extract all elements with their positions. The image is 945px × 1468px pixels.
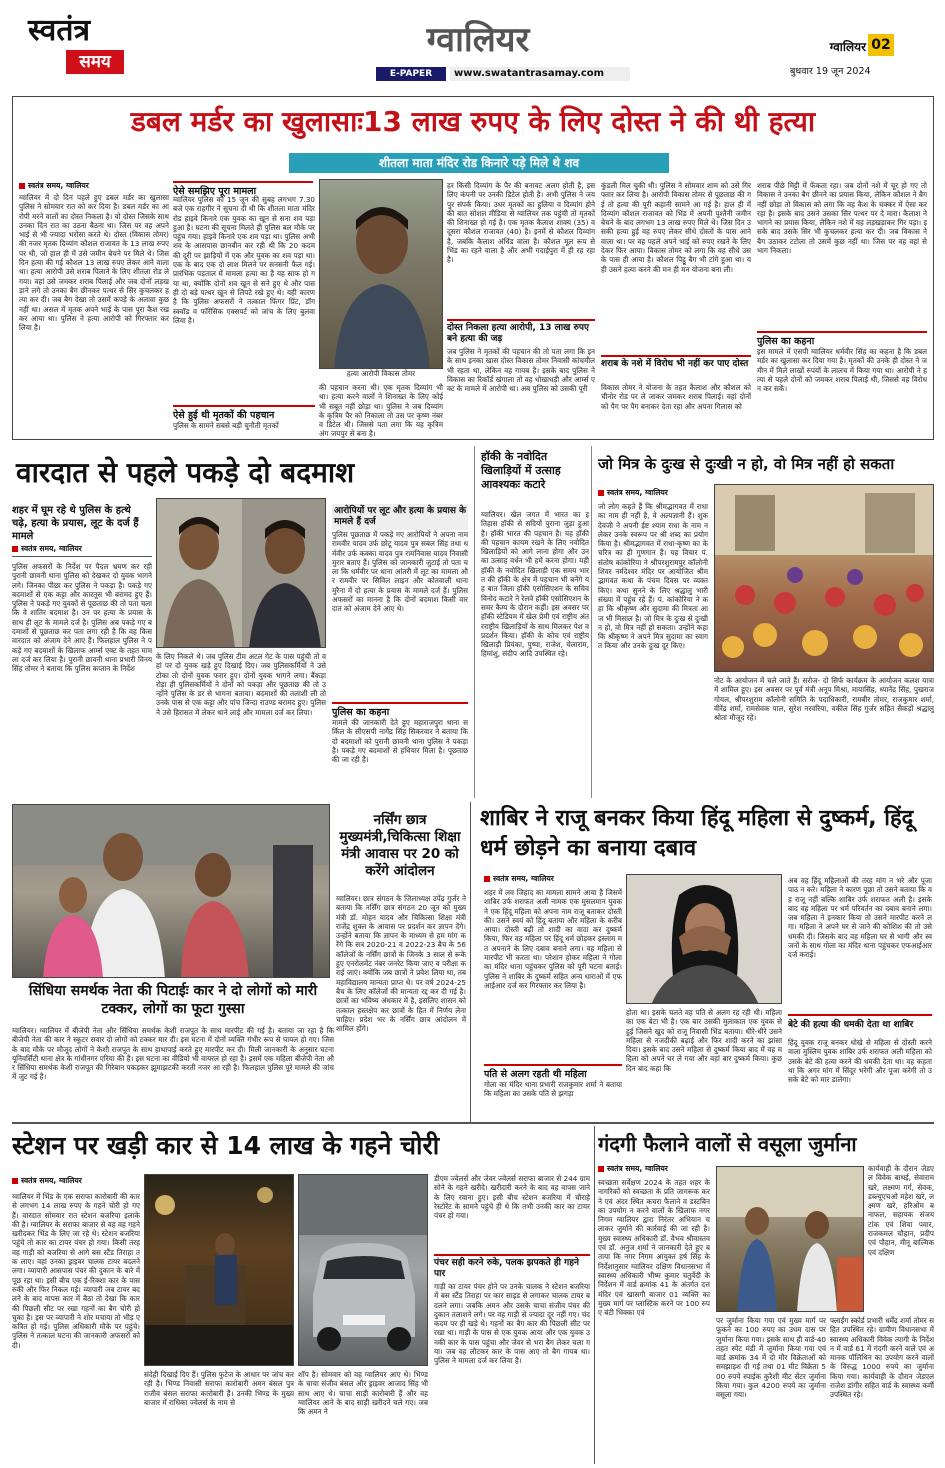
logo-bottom-text: समय	[66, 50, 124, 74]
story4-caption-right: नोट के आयोजन में चले जाते हैं। सरोज- दो सिर्फ कार्यक्रम के आयोजन कलश यात्रा में शामिल हुए। इस अवसर पर पूर्व मंत्री अनूप मिश्रा, मायासिंह, ध्यानेंद्र सिंह, पुखराज गोयल, श्रीपरशुराम कॉलोनी समिति के पदाधिकारी, रामबीर तोमर, राजकुमार शर्मा, वीरेंद्र शर्मा, रामसेवक पाल, सुरेश नरवरिया, वकील सिंह गुर्जर सहित सैकड़ों श्रद्धालु श्रोता मौजूद रहे।	[714, 676, 934, 723]
story1-col5: कुंडली मिल चुकी थी। पुलिस ने सोमवार शाम को उसे गिरफ्तार कर लिया है। आरोपी विकास तोमर से पूछताछ की गई तो हत्या की पूरी कहानी सामने आ गई है। हाल ही में दिव्यांग कौशल राजावत को भिंड में अपनी पुश्तैनी जमीन बेचने के बाद लगभग 13 लाख रुपए मिले थे। जिस दिन उसकी हत्या हुई वह रुपए लेकर सीधे दोस्तों के पास आने वाला था। पर वह पहले अपने भाई को रुपए रखने के लिए देकर फिर आया। विकास तोमर को लगा कि वह सीधे उसके पास ही आया है। कौशल पिट्ठू बैग भी टांगे हुआ था। यही उसने हत्या करने की मन ही मन योजना बना ली।	[601, 181, 751, 274]
story7-headline: शाबिर ने राजू बनकर किया हिंदू महिला से दुष्कर्म, हिंदू धर्म छोड़ने का बनाया दबाव	[480, 806, 914, 861]
suspects-photo	[156, 498, 326, 648]
story8-col2: संदेही दिखाई दिए हैं। पुलिस फुटेज के आधार पर जांच कर रही है। भिण्ड निवासी सराफा कारोबारी अमन बंसल पुत्र राजीव बंसल सराफा कारोबारी हैं। उनकी भिण्ड के मुख्य बाजार में राधिका ज्वेलर्स के नाम से	[144, 1370, 294, 1407]
story6-text: ग्वालियर। ग्वालियर में बीजेपी नेता और सिंधिया समर्थक केशी राजपूत के साथ मारपीट की गई है। बताया जा रहा है कि बीजेपी नेता की कार ने स्कूटर सवार दो लोगों को टक्कर मार दी। इस घटना में दोनों व्यक्ति गंभीर रूप से घायल हो गए। जिसके बाद मौके पर मौजूद लोगों ने केशी राजपूत के साथ हाथापाई करते हुए मारपीट कर दी। मिली जानकारी के अनुसार घटना यूनिवर्सिटी थाना क्षेत्र के गांधीनगर एरिया की है। इस घटना का वीडियो भी वायरल हो रहा है। इसमें एक महिला बीजेपी नेता और सिंधिया समर्थक केशी राजपूत की गिरेबान पकड़कर झूमाझटकी करती नजर आ रही है। फिलहाल पुलिस पूरे मामले की जांच में जुट गई है।	[12, 1026, 334, 1082]
logo[interactable]	[28, 14, 128, 80]
story7-sub1: पति से अलग रहती थी महिला	[484, 1064, 622, 1080]
man-portrait-icon	[320, 180, 443, 369]
story8-headline: स्टेशन पर खड़ी कार से 14 लाख के गहने चोरी	[12, 1131, 440, 1160]
story1-byline: स्वतंत्र समय, ग्वालियर	[19, 181, 89, 191]
story8-col3: शॉप है। सोमवार को वह ग्वालियर आए थे। भिण्ड के चाचा संजीव बंसल और ड्राइवर आजाद सिंह भी साथ आए थे। चाचा साड़ी कारोबारी हैं और वह ग्वालियर आने के बाद साड़ी खरीदने चले गए। जबकि अमन ने	[298, 1370, 428, 1417]
page-number: 02	[868, 34, 894, 56]
story1-col4b: जब पुलिस ने मृतकों की पहचान की तो पता लगा कि इनके साथ इनका खास दोस्त विकास तोमर निवासी कांचमील भी रहता था, लेकिन वह गायब है। इसके बाद पुलिस ने विकास का रिकॉर्ड खंगाला तो वह धोखाधड़ी और आर्म्स एक्ट के मामले में आरोपी था। अब पुलिस को उसकी पूरी	[447, 347, 595, 394]
masthead	[0, 0, 945, 92]
edition-title: ग्वालियर	[426, 20, 530, 60]
story2-col3b: मामले की जानकारी देते हुए महाराजपुरा थाना सर्किल के सीएसपी नागेंद्र सिंह सिकरवार ने बताया कि दो बदमाशों को पुरानी छावनी थाना पुलिस ने पकड़ा है। पकड़े गए बदमाशों से हथियार मिला है। पूछताछ की जा रही है।	[332, 718, 468, 765]
story-jewellery-theft	[12, 1126, 590, 1464]
story9-byline: स्वतंत्र समय, ग्वालियर	[598, 1164, 668, 1174]
story-shabir	[476, 802, 934, 1124]
story8-sub1: पंचर सही करने रुके, पलक झपकते ही गहने पार	[434, 1254, 590, 1280]
story7-col1b: गोला का मंदिर थाना प्रभारी राजकुमार शर्मा ने बताया कि महिला का उसके पति से झगड़ा	[484, 1080, 622, 1099]
story7-sub2: बेटे की हत्या की धमकी देता था शाबिर	[788, 1014, 932, 1030]
bhagwat-katha-photo	[714, 484, 934, 672]
fine-drive-photo	[716, 1166, 864, 1312]
story7-byline: स्वतंत्र समय, ग्वालियर	[484, 874, 554, 884]
story7-col1: शहर में लव जिहाद का मामला सामने आया है जिसमें शाबिर उर्फ शराफत अली नामक एक मुसलमान युवक ने एक हिंदू महिला को अपना नाम राजू बताकर दोस्ती की। उसने स्वयं को हिंदू बताया और महिला के करीब आया। दोस्ती बढ़ी तो शादी का वादा कर दुष्कर्म किया, फिर वह महिला पर हिंदू धर्म छोड़कर इस्लाम मत अपनाने के लिए दबाव बनाने लगा। वह महिला से मारपीट भी करता था। परेशान होकर महिला ने गोला का मंदिर थाना पहुंचकर पुलिस को पूरी घटना बताई। पुलिस ने शाबिर के दुष्कर्म सहित अन्य धाराओं में एफआईआर दर्ज कर गिरफ्तार कर लिया है।	[484, 888, 622, 990]
story-hockey	[474, 446, 592, 798]
story1-headline: डबल मर्डर का खुलासाः13 लाख रुपए के लिए दोस्त ने की थी हत्या	[130, 105, 816, 138]
scuffle-photo	[12, 804, 330, 978]
story1-sub5: पुलिस का कहना	[757, 331, 927, 347]
story2-col2: के लिए निकले थे। जब पुलिस टीम अटल गेट के पास पहुंची तो वहां पर दो युवक खड़े हुए दिखाई दिए। जब पुलिसकर्मियों ने उसे टोका तो दोनों युवक फरार हुए। दोनों युवक भागने लगा। बैंकड़ा रोड़ा ही पुलिसकर्मियों ने दोनों को पकड़ा और पूछताछ की तो उन्होंने पुलिस के डर से भागना बताया। बदमाशों की तलाशी ली तो उनके पास से एक कट्टा और पांच जिन्दा राउण्ड बरामद हुए। पुलिस ने उसे हिरासत में लेकर थाने लाई और मामला दर्ज कर लिया।	[156, 652, 326, 717]
story1-strap: शीतला माता मंदिर रोड किनारे पड़े मिले थे शव	[289, 153, 669, 173]
story7-col3b: हिंदू युवक राजू बनकर धोखे से महिला से दोस्ती करने वाला मुस्लिम युवक शाबिर उर्फ शराफत अली महिला को उसके बेटे की हत्या करने की धमकी देता था। वह कहता था कि अगर मांग में सिंदूर भरेगी और पूजा करेगी तो उसके बेटे को मार डालेगा।	[788, 1038, 932, 1085]
story2-sub2: पुलिस का कहना	[332, 702, 468, 718]
story9-col4: कार्यवाही के दौरान जेडएल विवेक बाथई, सेवाराम खरे, लक्ष्मण गर्ग, सेवक, डब्ल्यूएचओ महेश खरे, लक्ष्मण खरे, हरिओम बनाफल, सहायक संजय टांक एवं शिवा पवार, राजकमल चौहान, प्रदीप एवं पौहान, मीनू बाल्मिक एवं दक्षिण	[868, 1164, 934, 1257]
story9-col3: फ्लाईंग स्कोर्ड प्रभारी धर्मेंद्र शर्मा तोमर सहित उपस्थित रहे। ग्रामीण विधानसभा में स्वास्थ्य अधिकारी विवेक त्यागी के निर्देशन में वार्ड 61 में गंदगी करने वाले एवं अमानक पॉलिथिन का उपयोग करने वालों के विरुद्ध 1000 रुपये का जुर्माना किया गया। कार्यवाही के दौरान जेडएल राजेश डांगीर सहित वार्ड के स्वास्थ्य कर्मी उपस्थित रहे।	[830, 1316, 934, 1400]
story7-col2: होता था। इसके चलते वह पति से अलग रह रही थी। महिला का एक बेटा भी है। एक बार उसकी मुलाकात एक युवक से हुई जिसने खुद को राजू निवासी भिंड बताया। धीरे-धीरे उसने महिला से नजदीकी बढ़ाई और फिर शादी करने का झांसा दिया। इसके बाद उसने महिला से दुष्कर्म किया बाद में वह महिला को अपने घर ले गया और वहां बार दुष्कर्म किया। कुछ दिन बाद कहा कि	[626, 1008, 782, 1073]
story8-col1: ग्वालियर में भिंड के एक सराफा कारोबारी की कार से लगभग 14 लाख रुपए के गहने चोरी हो गए हैं। वारदात सोमवार रात स्टेशन बजरिया इलाके की है। ग्वालियर के सराफा बाजार से वह वह गहने खरीदकर भिंड के लिए जा रहे थे। स्टेशन बजरिया पहुंचे तो कार का टायर पंचर हो गया। किसी तरह वह गाड़ी को बजरिया से आगे बस स्टैंड तिराहा तक लाए। वहां उनका ड्राइवर चालक टायर बदलने लगा। व्यापारी आसपास पंचर की दुकान के बारे में पूछ रहा था। इसी बीच एक ई-रिक्शा कार के पास रुकी और फिर निकल गई। व्यापारी जब टायर बदलने के बाद वापस कार में बैठा तो देखा कि कार की पिछली सीट पर रखा गहनों का बैग चोरी हो चुका है। इस पर व्यापारी ने शोर मचाया तो भीड़ एकत्रित हो गई। पुलिस अधिकारी मौके पर पहुंचे। पुलिस ने तत्काल घटना की जानकारी अफसरों को दी।	[12, 1192, 140, 1350]
story1-sub2: ऐसे हुई थी मृतकों की पहचान	[173, 405, 315, 421]
story9-headline: गंदगी फैलाने वालों से वसूला जुर्माना	[598, 1132, 857, 1156]
car-photo	[298, 1174, 428, 1366]
story8-col4b: गाड़ी का टायर पंचर होने पर उनके चालक ने स्टेशन बजरिया में बस स्टैंड तिराहा पर कार साइड से लगाकर चालक टायर बदलने लगा। जबकि अमन और उसके चाचा संजीव पंचर की दुकान तलाशने लगे। पर वह गाड़ी से ज्यादा दूर नहीं गए। चंद कदम पर ही खड़े थे। गहनों का बैग कार की पिछली सीट पर रखा था। गाड़ी के पास से एक युवक आया और एक युवक उनकी कार के पास पहुंचा और जेवर से भरा बैग लेकर चला गया। जब वह लौटकर कार के पास आए तो बैग गायब था। पुलिस ने मामला दर्ज कर लिया है।	[434, 1282, 590, 1366]
story-fines	[598, 1126, 934, 1464]
story2-sub1: आरोपियों पर लूट और हत्या के प्रयास के मामले हैं दर्ज	[332, 504, 468, 530]
story5-headline: नर्सिंग छात्र मुख्यमंत्री,चिकित्सा शिक्षा मंत्री आवास पर 20 को करेंगे आंदोलन	[339, 812, 461, 879]
suspects-portrait-icon	[157, 499, 326, 648]
story3-text: ग्वालियर। खेल जगत में भारत का इतिहास हॉकी से सदियों पुराना जुड़ा हुआ है। हॉकी भारत की पहचान है। यह हॉकी की पहचान कायम रखने के लिए नवोदित खिलाड़ियों को आगे लाना होगा और उनका उत्साह वर्धन भी हमें करना होगा। यही हॉकी के नवोदित खिलाड़ी एक समय भारत की हॉकी के क्षेत्र में पहचान भी बनेंगे यह बात जिला हॉकी एसोसिएशन के सचिव विनोद कटारे ने रेलवे हॉकी एसोसिएशन के समर कैम्प के दौरान कहीं। इस अवसर पर हॉकी स्टेडियम में खेल प्रेमी एवं राष्ट्रीय अंतरराष्ट्रीय खिलाड़ियों के साथ मिलकर पेश व प्रदर्शन किया। हॉकी के कोच एवं राष्ट्रीय खिलाड़ी प्रियंका, पुष्पा, राजेश, चेलाराम, हिमांशु, संदीप आदि उपस्थित रहे।	[481, 510, 589, 659]
story1-sub4: शराब के नशे में विरोध भी नहीं कर पाए दोस्त	[601, 355, 751, 370]
story2-byline: स्वतंत्र समय, ग्वालियर	[12, 544, 82, 554]
story1-col1: ग्वालियर में दो दिन पहले हुए डबल मर्डर का खुलासा पुलिस ने सोमवार रात को कर दिया है। डबल मर्डर का आरोपी मरने वालों का दोस्त निकला है। वो दोस्त जिसके साथ उनका दिन रात का उठना बैठना था। जिस पर वह अपने भाई से भी ज्यादा भरोसा करते थे। दोस्त (विकास तोमर) की नजर मृतक दिव्यांग कौशल राजावत के 13 लाख रुपए पर थी, जो हाल ही में उसे जमीन बेचने पर मिले थे। जिस दिन हत्या की गई कौशल 13 लाख रुपए लेकर आने वाला था। हत्या आरोपी उसे शराब पिलाने के लिए शीतला रोड ले गया। वहां उसे जमकर शराब पिलाई और जब दोनों लड़खड़ाने लगे तो उनका बैग छीनकर पत्थर से सिर कुचलकर हत्या कर दी। जब बैग देखा तो उसमें कपड़े के अलावा कुछ नहीं था। असल में मृतक अपने भाई के पास पूरा कैश रखकर आया था। पुलिस ने हत्या आरोपी को गिरफ्तार कर लिया है।	[19, 193, 169, 333]
story8-col4: डीएम ज्वेलर्स और जेवर ज्वेलर्स सराफा बाजार से 244 ग्राम सोने के गहने खरीदे। खरीदारी करने के बाद वह वापस जाने के लिए रवाना हुए। इसी बीच स्टेशन बजरिया में चौराहे रेस्टोरेंट के सामने पहुंचे ही थे कि तभी उनकी कार का टायर पंचर हो गया।	[434, 1174, 590, 1221]
story2-col3: पुलिस पूछताछ में पकड़े गए आरोपियों ने अपना नाम रामवीर यादव उर्फ छोटू यादव पुत्र सबल सिंह तथा धर्मवीर उर्फ कक्का यादव पुत्र रामनिवास यादव निवासी मुरार बताए हैं। पुलिस को जानकारी जुटाई तो पता चला कि धर्मवीर पर थाना आंतरी में लूट का मामला और रामवीर पर सिविल लाइन और कोतवाली थाना मुरैना में दो हत्या के प्रयास के मामले दर्ज हैं। पुलिस अफसरों का मानना है कि दोनों बदमाश किसी वारदात को अंजाम देने आए थे।	[332, 530, 468, 614]
story4-byline: स्वतंत्र समय, ग्वालियर	[598, 488, 668, 498]
story-two-criminals	[12, 446, 470, 798]
story2-headline: वारदात से पहले पकड़े दो बदमाश	[16, 456, 355, 489]
story2-col1: पुलिस अफसरों के निर्देश पर पैदल भ्रमण कर रही पुरानी छावनी थाना पुलिस को देखकर दो युवक भागने लगे। जिनका पीछा कर पुलिस ने पकड़ा है। पकड़े गए बदमाशों से एक कट्टा और कारतूस भी बरामद हुए हैं। पुलिस ने पकड़े गए युवकों से पूछताछ की तो पता चला कि वे शातिर बदमाश है। उन पर हत्या के प्रयास के साथ ही लूट के मामले दर्ज है। पुलिस अब पकड़े गए बदमाशों से पूछताछ कर पता लगा रही है कि वह किस वारदात को अंजाम देने आए हैं। फिलहाल पुलिस ने पकड़े गए बदमाशों के खिलाफ आर्म्स एक्ट के तहत मामला दर्ज कर लिया है। पुरानी छावनी थाना प्रभारी विनय सिंह तोमर ने बताया कि पुलिस कप्तान के निर्देश	[12, 562, 152, 674]
scuffle-scene-icon	[13, 805, 330, 978]
story9-col2: पर जुर्माना किया गया एवं मुख्य मार्ग पर फूकने का 100 रुपए का उधम दास पर जुर्माना किया गया। इसके साथ ही वार्ड-40 तहत स्पेट मंडी में जुर्माना किया गया एवं वार्ड क्रमांक 34 में दो मौर विक्रेताओं को समझाइश दी गई तथा 01 मीट विक्रेता 500 रुपये स्पाईक कुरैशी मीट सेंटर जुर्माना किया गया। कुल 4200 रुपये का जुर्माना वसूला गया।	[716, 1316, 826, 1400]
cctv-photo	[144, 1174, 294, 1366]
story8-byline: स्वतंत्र समय, ग्वालियर	[12, 1176, 82, 1186]
story2-deck: शहर में घूम रहे थे पुलिस के हत्थे चढ़े, हत्या के प्रयास, लूट के दर्ज हैं मामले	[12, 505, 139, 542]
story-friendship	[596, 446, 934, 798]
story1-col2b: पुलिस के सामने सबसे बड़ी चुनौती मृतकों	[173, 421, 279, 430]
website-link[interactable]: www.swatantrasamay.com	[450, 67, 630, 81]
story-double-murder	[12, 96, 934, 440]
story1-sub3: दोस्त निकला हत्या आरोपी, 13 लाख रुपए बने हत्या की जड़	[447, 319, 595, 345]
car-icon	[299, 1175, 428, 1366]
story1-col4: हर किसी दिव्यांग के पैर की बनावट अलग होती है, इसलिए कंपनी पर उनकी डिटेल होती है। अभी पुलिस ने जयपुर संपर्क किया। उधर मृतकों का हुलिया व दिव्यांग होने की बात सोशल मीडिया से ग्वालियर तक पहुंची तो मृतकों की शिनाख्त हो गई है। एक मृतक कैलाश शाक्य (35) व दूसरा कौशल राजावत (40) है। इनमें से कौशल दिव्यांग है, जबकि कैलाश अंधिंड वाला है। कौशल मूल रूप से भिंड का रहने वाला है और अभी गदाईपुरा में ही रह रहा है।	[447, 181, 595, 265]
story1-col2: ग्वालियर पुलिस को 15 जून की सुबह लगभग 7.30 बजे एक राहगीर ने सूचना दी थी कि शीतला माता मंदिर रोड हाइवे किनारे एक युवक का खून से सना शव पड़ा हुआ है। घटना की सूचना मिलते ही पुलिस बल मौके पर पहुंच गया। हाइवे किनारे एक शव पड़ा था। पुलिस अभी शव के आसपास छानबीन कर रही थी कि 20 कदम की दूरी पर झाड़ियों में एक और युवक का शव पड़ा था। एक के बाद एक दो लाश मिलने पर सनसनी फैल गई। प्रारंभिक पड़ताल में मामला हत्या का है यह साफ हो गया था, क्योंकि दोनों शव खून से सने हुए थे और पास ही दो बड़े पत्थर खून से लिपटे रखे हुए थे। यही कारण है कि पुलिस अफसरों ने तत्काल फिंगर प्रिंट, डॉग स्क्वॉड व फॉरेंसिक एक्सपर्ट को जांच के लिए बुलवा लिया है।	[173, 195, 315, 325]
story5-text: ग्वालियर। छात्र संगठन के जिलाध्यक्ष उपेंद्र गुर्जर ने बताया कि नर्सिंग छात्र संगठन 20 जून को मुख्यमंत्री डॉ. मोहन यादव और चिकित्सा शिक्षा मंत्री राजेंद्र शुक्ल के आवास पर प्रदर्शन कर ज्ञापन देंगे। उन्होंने बताया कि ज्ञापन के माध्यम से हम मांग करेंगे कि सत्र 2020-21 व 2022-23 बैच के 56 कॉलेजों के नर्सिंग छात्रों के जिनके 3 साल से रूके हुए एनरोलमेंट नंबर जनरेट किया जाए व परीक्षा कराई जाएं। क्योंकि जब छात्रों ने प्रवेश लिया था, तब महाविद्यालय मान्यता प्राप्त थे। पर वर्ष 2024-25 बैच के लिए कॉलेजों की मान्यता रद्द कर दी गई है। छात्रों का भविष्य अंधकार में है, इसलिए शासन को तत्काल हस्तक्षेप कर छात्रों के हित में निर्णय लेना चाहिए। प्रदेश भर के नर्सिंग छात्र आंदोलन में शामिल होंगे।	[336, 894, 466, 1034]
story1-col6b: इस मामले में एसपी ग्वालियर धर्मवीर सिंह का कहना है कि डबल मर्डर का खुलासा कर दिया गया है। मृतकों की उनके ही दोस्त ने जमीन में मिले लाखों रुपयों के लालच में किया गया था। आरोपी ने हत्या से पहले दोनों को जमकर शराब पिलाई थी, जिससे वह विरोध न कर सकें।	[757, 347, 927, 394]
story9-col1: स्वच्छता सर्वेक्षण 2024 के तहत शहर के नागरिकों को स्वच्छता के प्रति जागरूक करने एवं अंदर स्थित कचरा फैलाने व डस्टबिन का उपयोग न करने वालों के खिलाफ नगर निगम ग्वालियर द्वारा निरंतर अभियान चलाकर जुर्माने की कार्रवाई की जा रही है। मुख्य स्वास्थ्य अधिकारी डॉ. वैभव श्रीवास्तव एवं डॉ. अनुज शर्मा ने जानकारी देते हुए बताया कि नगर निगम आयुक्त हर्ष सिंह के निर्देशानुसार ग्वालियर दक्षिण विधानसभा में स्वास्थ्य अधिकारी भीष्म कुमार चतुर्वेदी के निर्देशन में वार्ड क्रमांक 41 के अंतर्गत दत्त मंदिर एवं खासगी बाजार 01 व्यक्ति का मुख्य मार्ग पर प्लास्टिक करने पर 100 रुपए बंटी भिक्का एवं	[598, 1178, 710, 1318]
officials-icon	[717, 1167, 864, 1312]
crying-woman-icon	[627, 875, 782, 1004]
header-date: बुधवार 19 जून 2024	[790, 66, 871, 77]
story1-sub1: ऐसे समझिए पूरा मामला	[173, 181, 313, 197]
story4-col1: जो लोग कहते हैं कि श्रीमद्भागवत में राधा का नाम ही नहीं है, वे अल्पज्ञानी हैं। शुकदेवजी ने अपनी ईष्ट श्याम राधा के नाम न लेकर उनके स्वरूप पर श्री शब्द का प्रयोग किया है। श्रीमद्भागवत में राधा-कृष्ण का के चरित्र का ही गुणगान हैं। यह विचार पं. संतोष कांकोरिया ने श्रीपरशुरामपुर कॉलोनी शिवर नर्मदेश्वर मंदिर पर आयोजित श्रीमद्भागवत कथा के पंचम दिवस पर व्यक्त किए। कथा सुनने के लिए श्रद्धालु भारी संख्या में पहुंच रहे हैं। पं. कांकोरिया ने कहा कि श्रीकृष्ण और सुदामा की मित्रता आज भी मिसाल है। जो मित्र के दुःख से दुःखी न हो, वो मित्र नहीं हो सकता। उन्होंने कहा कि श्रीकृष्ण ने अपने मित्र सुदामा का स्वागत किया और उनके दुःख दूर किए।	[598, 502, 708, 651]
story6-headline: सिंधिया समर्थक नेता की पिटाईः कार ने दो लोगों को मारी टक्कर, लोगों का फूटा गुस्सा	[28, 983, 318, 1017]
story1-col6: शराब पीछे मिट्टी में फेंकता रहा। जब दोनों नशे में चूर हो गए तो विकास ने उनका बैग छीनने का प्रयास किया, लेकिन कौशल ने बैग नहीं छोड़ा तो विकास को लगा कि वह कैश के चक्कर में ऐसा कर रहा है। इसके बाद उसने उसका सिर पत्थर पर दे मारा। कैलाश ने भागने का प्रयास किया, लेकिन नशे में वह लड़खड़ाकर गिर पड़ा। इसके बाद उसके सिर भी कुचलकर हत्या कर दी। जब विकास ने बैग उठाकर टटोला तो उसमें कुछ नहीं था। जिस पर वह वहां से भाग निकला।	[757, 181, 927, 256]
crowd-icon	[715, 485, 934, 672]
header-city: ग्वालियर	[829, 40, 866, 54]
night-street-icon	[145, 1175, 294, 1366]
victim-illustration	[626, 874, 782, 1004]
accused-photo-caption: हत्या आरोपी विकास तोमर	[346, 369, 416, 378]
accused-photo	[319, 179, 443, 369]
story1-col5b: विकास तोमर ने योजना के तहत कैलाश और कौशल को चीनोर रोड पर ले जाकर जमकर शराब पिलाई। वहां दोनों को पैग पर पैग बनाकर देता रहा और अपना गिलास को	[601, 383, 751, 411]
story7-col3: अब वह हिंदू महिलाओं की तरह मांग न भरे और पूजा पाठ न करे। महिला ने कारण पूछा तो उसने बताया कि वह राजू नहीं बल्कि शाबिर उर्फ शराफत अली है। इसके बाद वह महिला पर धर्म परिवर्तन का दबाव बनाने लगा। जब महिला ने इनकार किया तो उसने मारपीट करने लगा। महिला ने अपने घर से जाने की कोशिश की तो उसे धमकी दी। जिसके बाद वह महिला घर से भागी और स्वजनों के साथ गोला का मंदिर थाना पहुंचकर एफआईआर दर्ज कराई।	[788, 876, 932, 960]
story4-headline: जो मित्र के दुःख से दुःखी न हो, वो मित्र नहीं हो सकता	[598, 455, 895, 473]
story3-headline: हॉकी के नवोदित खिलाड़ियों में उत्साह आवश्यकः कटारे	[481, 450, 561, 491]
epaper-label: E-PAPER	[376, 67, 446, 81]
logo-top-text: स्वतंत्र	[28, 13, 91, 48]
story1-col3: की पहचान करना थी। एक मृतक दिव्यांग भी था। हत्या करने वालों ने शिनाख्त के लिए कोई भी सबूत नहीं छोड़ा था। पुलिस ने जब दिव्यांग के कृत्रिम पैर को निकाला तो उस पर कृष्ण नंबर व डिटेल थी। जिससे पता लगा कि यह कृत्रिम अंग जयपुर से बना है।	[319, 383, 443, 439]
